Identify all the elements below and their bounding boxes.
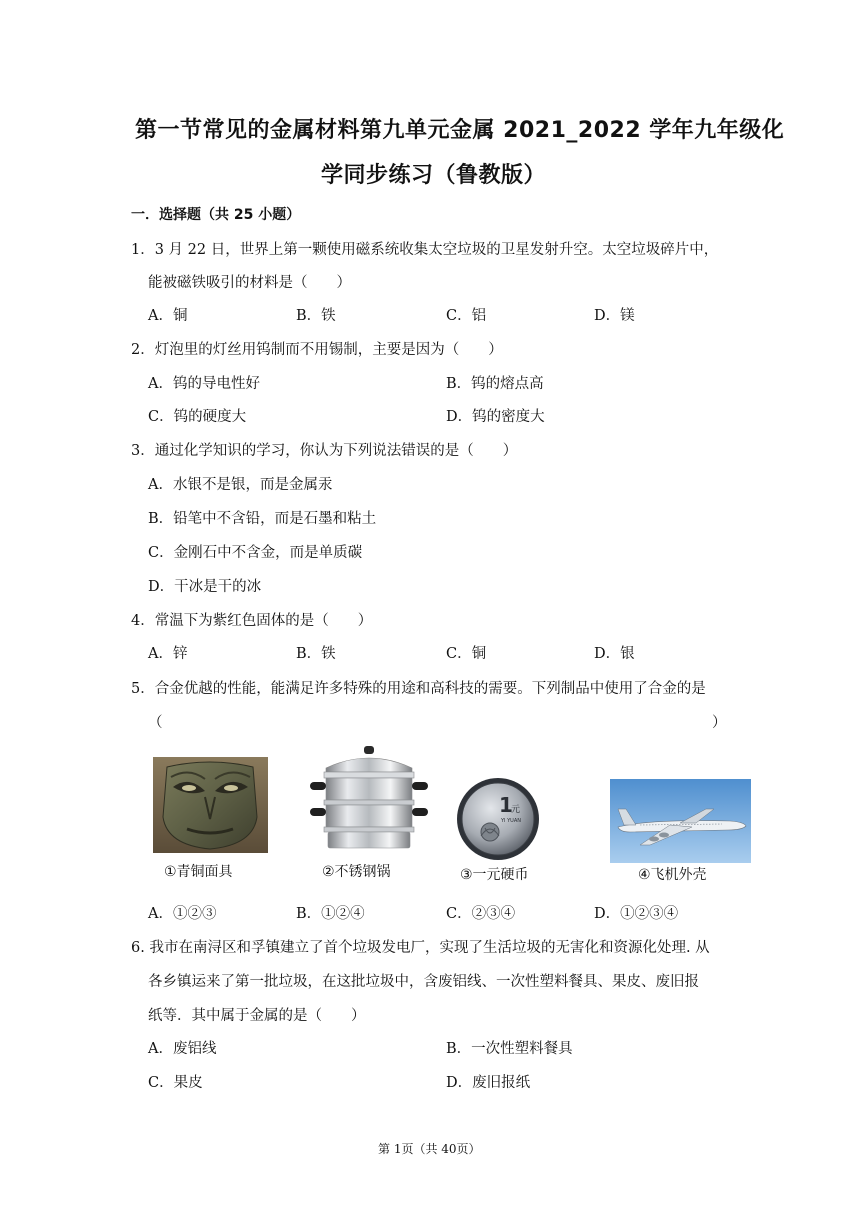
question-6-text-cont2: 纸等．其中属于金属的是（ ） (148, 1008, 366, 1024)
question-2-text: 2．灯泡里的灯丝用钨制而不用锡制，主要是因为（ ） (131, 342, 503, 358)
airplane-icon (610, 779, 751, 863)
q5-option-c[interactable]: C．②③④ (446, 906, 516, 922)
q3-option-b[interactable]: B．铅笔中不含铅，而是石墨和粘土 (148, 511, 377, 527)
q2-option-a[interactable]: A．钨的导电性好 (148, 376, 260, 392)
q2-option-d[interactable]: D．钨的密度大 (446, 409, 545, 425)
page-footer: 第 1页（共 40页） (378, 1142, 481, 1156)
q4-option-d[interactable]: D．银 (594, 646, 635, 662)
question-3-text: 3．通过化学知识的学习，你认为下列说法错误的是（ ） (131, 443, 518, 459)
question-6-text-cont1: 各乡镇运来了第一批垃圾，在这批垃圾中，含废铝线、一次性塑料餐具、果皮、废旧报 (148, 974, 699, 990)
bronze-mask-icon (153, 757, 268, 853)
q6-option-b[interactable]: B．一次性塑料餐具 (446, 1041, 573, 1057)
question-1-text: 1．3 月 22 日，世界上第一颗使用磁系统收集太空垃圾的卫星发射升空。太空垃圾碎片中， (131, 242, 719, 258)
section-heading: 一．选择题（共 25 小题） (131, 207, 301, 223)
q3-option-c[interactable]: C．金刚石中不含金，而是单质碳 (148, 545, 363, 561)
q1-option-d[interactable]: D．镁 (594, 308, 635, 324)
q6-option-d[interactable]: D．废旧报纸 (446, 1075, 531, 1091)
q5-paren-open: （ (148, 715, 163, 731)
q3-option-a[interactable]: A．水银不是银，而是金属汞 (148, 477, 333, 493)
document-title-line2: 学同步练习（鲁教版） (321, 163, 547, 188)
coin-icon (455, 776, 541, 862)
q3-option-d[interactable]: D．干冰是干的冰 (148, 579, 262, 595)
coin-pinyin: YI YUAN (501, 818, 521, 824)
question-6-text: 6. 我市在南浔区和孚镇建立了首个垃圾发电厂，实现了生活垃圾的无害化和资源化处理. 从 (131, 940, 710, 956)
q5-option-d[interactable]: D．①②③④ (594, 906, 679, 922)
q5-paren-close: ） (712, 715, 727, 731)
steamer-pot-icon (306, 744, 432, 852)
airplane-image (610, 779, 751, 863)
bronze-mask-image (153, 757, 268, 853)
q5-option-a[interactable]: A．①②③ (148, 906, 217, 922)
q4-option-c[interactable]: C．铜 (446, 646, 487, 662)
q6-option-a[interactable]: A．废铝线 (148, 1041, 217, 1057)
q1-option-c[interactable]: C．铝 (446, 308, 487, 324)
q4-option-b[interactable]: B．铁 (296, 646, 336, 662)
caption-airplane: ④飞机外壳 (638, 867, 707, 883)
q2-option-c[interactable]: C．钨的硬度大 (148, 409, 247, 425)
question-5-text: 5．合金优越的性能，能满足许多特殊的用途和高科技的需要。下列制品中使用了合金的是 (131, 681, 706, 697)
q1-option-b[interactable]: B．铁 (296, 308, 336, 324)
caption-steamer-pot: ②不锈钢锅 (322, 864, 391, 880)
steamer-pot-image (306, 744, 432, 852)
q5-option-b[interactable]: B．①②④ (296, 906, 365, 922)
q4-option-a[interactable]: A．锌 (148, 646, 188, 662)
q1-option-a[interactable]: A．铜 (148, 308, 188, 324)
question-4-text: 4．常温下为紫红色固体的是（ ） (131, 613, 373, 629)
document-title-line1: 第一节常见的金属材料第九单元金属 2021_2022 学年九年级化 (135, 118, 785, 143)
q2-option-b[interactable]: B．钨的熔点高 (446, 376, 544, 392)
caption-bronze-mask: ①青铜面具 (164, 864, 233, 880)
question-1-text-cont: 能被磁铁吸引的材料是（ ） (148, 275, 351, 291)
caption-coin: ③一元硬币 (460, 867, 529, 883)
coin-value: 1 (499, 793, 513, 817)
coin-image (455, 776, 541, 862)
q6-option-c[interactable]: C．果皮 (148, 1075, 203, 1091)
coin-unit: 元 (511, 805, 521, 815)
